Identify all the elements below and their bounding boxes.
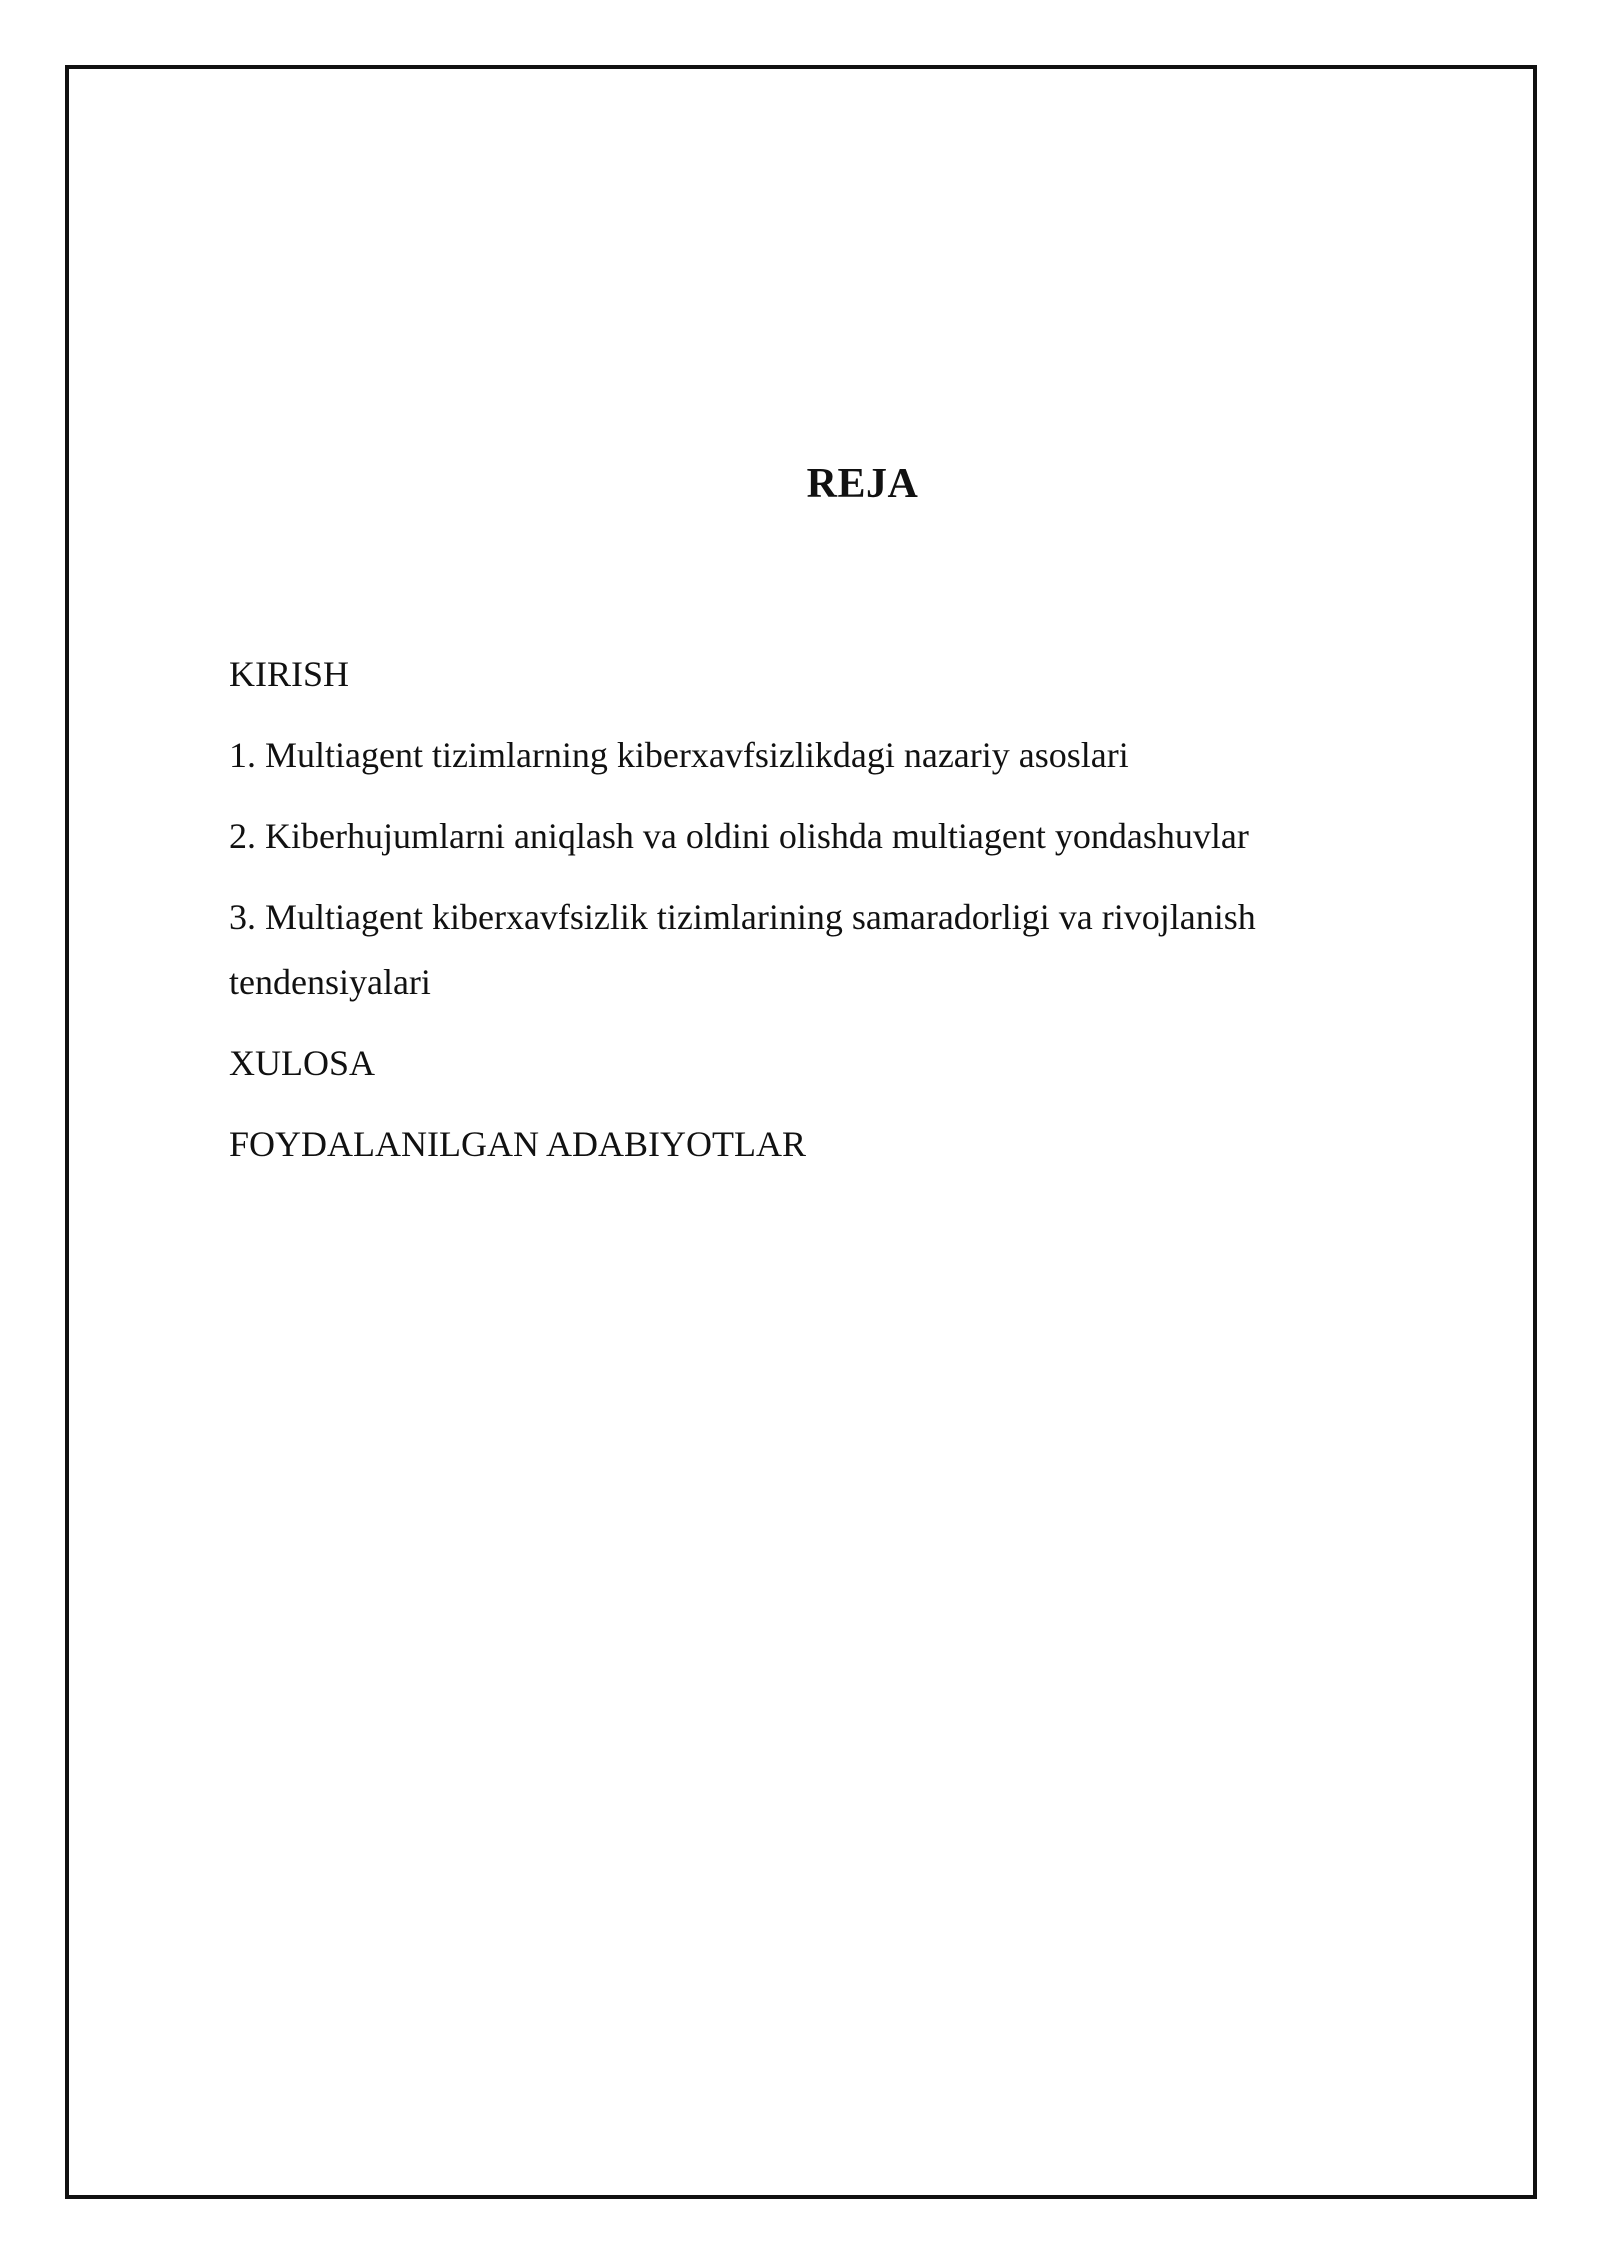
toc-item-introduction: KIRISH <box>229 654 350 694</box>
toc-item-conclusion: XULOSA <box>229 1043 376 1083</box>
toc-item-references: FOYDALANILGAN ADABIYOTLAR <box>229 1124 806 1164</box>
toc-item-chapter-1: 1. Multiagent tizimlarning kiberxavfsizlikdagi nazariy asoslari <box>229 735 1129 775</box>
page-title: REJA <box>806 461 919 507</box>
toc-item-chapter-3: 3. Multiagent kiberxavfsizlik tizimlarining samaradorligi va rivojlanish tendensiyalari <box>229 897 1256 1002</box>
toc-item-chapter-2: 2. Kiberhujumlarni aniqlash va oldini olishda multiagent yondashuvlar <box>229 816 1249 856</box>
table-of-contents <box>229 642 1369 1193</box>
